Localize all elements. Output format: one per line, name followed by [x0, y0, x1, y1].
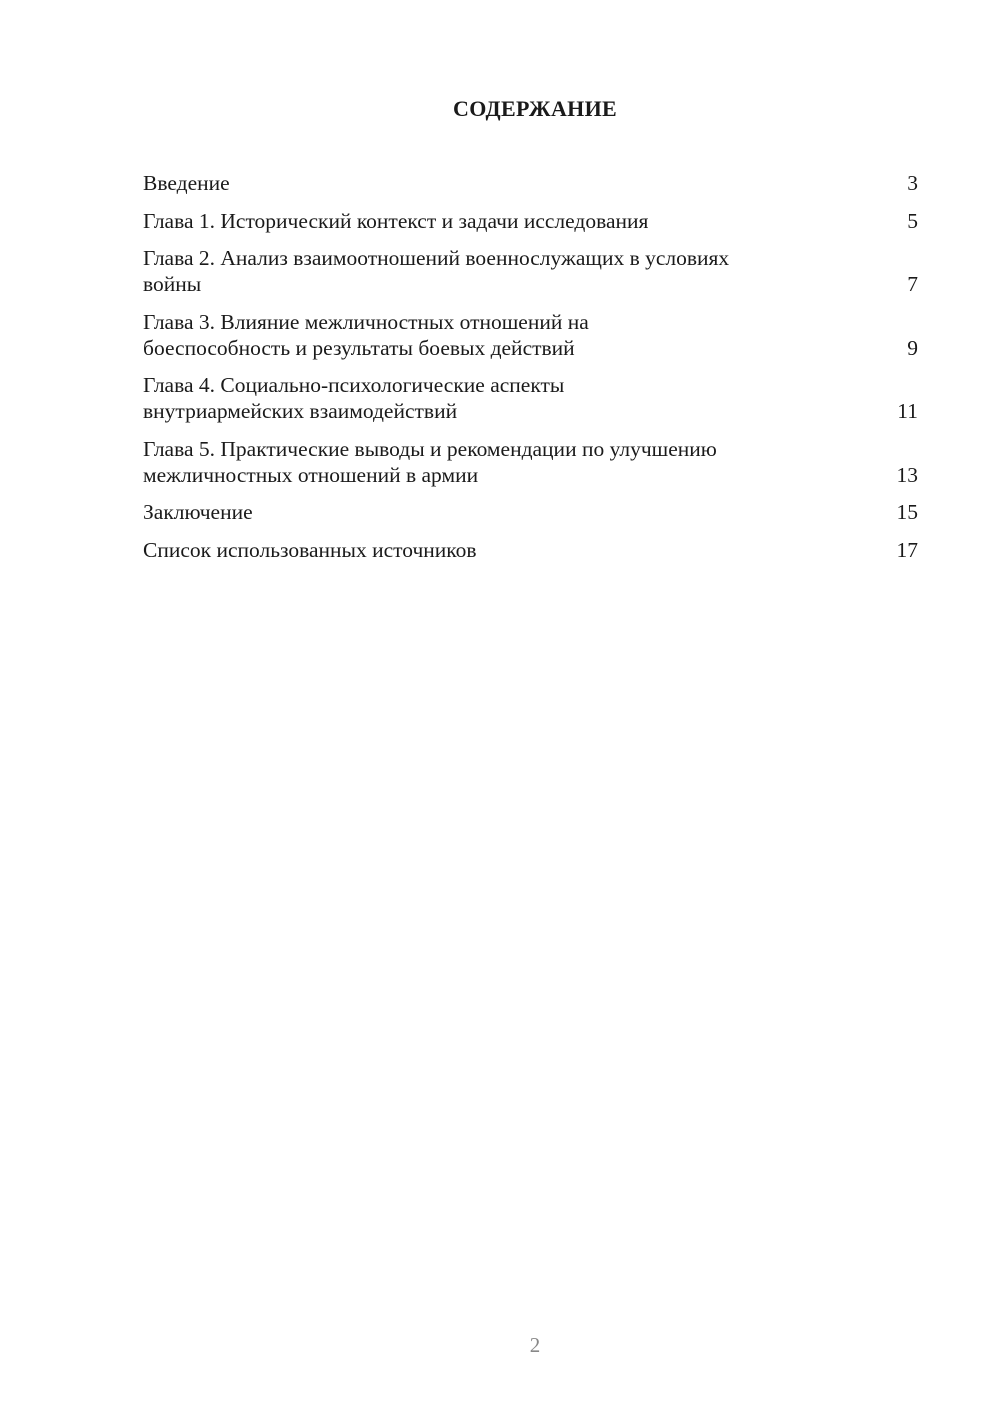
toc-page-number: 3 — [907, 171, 918, 195]
toc-entry-chapter-4 — [143, 372, 918, 424]
page-number: 2 — [529, 1333, 541, 1357]
toc-entry-text-line-2: межличностных отношений в армии — [143, 462, 479, 487]
toc-page-number: 15 — [896, 500, 918, 524]
toc-entry-text-line-2: войны — [143, 272, 202, 296]
toc-page-number: 13 — [896, 462, 918, 487]
toc-entry-text-line-1: Глава 2. Анализ взаимоотношений военнослужащих в условиях — [143, 246, 730, 270]
toc-entry-chapter-5 — [143, 436, 918, 488]
toc-entry-introduction — [143, 170, 918, 196]
toc-entry-text-line-1: Глава 5. Практические выводы и рекомендации по улучшению — [143, 436, 717, 461]
page-title: СОДЕРЖАНИЕ — [453, 96, 617, 121]
toc-entry-text-line-2: боеспособность и результаты боевых действий — [143, 335, 575, 360]
toc-entry-text-line-1: Глава 3. Влияние межличностных отношений на — [143, 309, 589, 334]
toc-page-number: 9 — [907, 335, 918, 360]
toc-entry-conclusion — [143, 499, 918, 525]
table-of-contents — [143, 170, 918, 574]
toc-entry-text: Введение — [143, 171, 230, 195]
toc-entry-chapter-3 — [143, 309, 918, 361]
toc-entry-chapter-1 — [143, 208, 918, 234]
toc-entry-text: Список использованных источников — [143, 537, 477, 562]
toc-entry-text-line-2: внутриармейских взаимодействий — [143, 399, 458, 423]
toc-page-number: 5 — [907, 208, 918, 233]
toc-entry-chapter-2 — [143, 245, 918, 297]
toc-entry-references — [143, 537, 918, 563]
toc-page-number: 7 — [907, 272, 918, 296]
toc-entry-text: Глава 1. Исторический контекст и задачи исследования — [143, 208, 649, 233]
toc-page-number: 17 — [896, 537, 918, 562]
toc-entry-text: Заключение — [143, 500, 253, 524]
toc-entry-text-line-1: Глава 4. Социально-психологические аспекты — [143, 373, 565, 397]
toc-page-number: 11 — [897, 399, 918, 423]
